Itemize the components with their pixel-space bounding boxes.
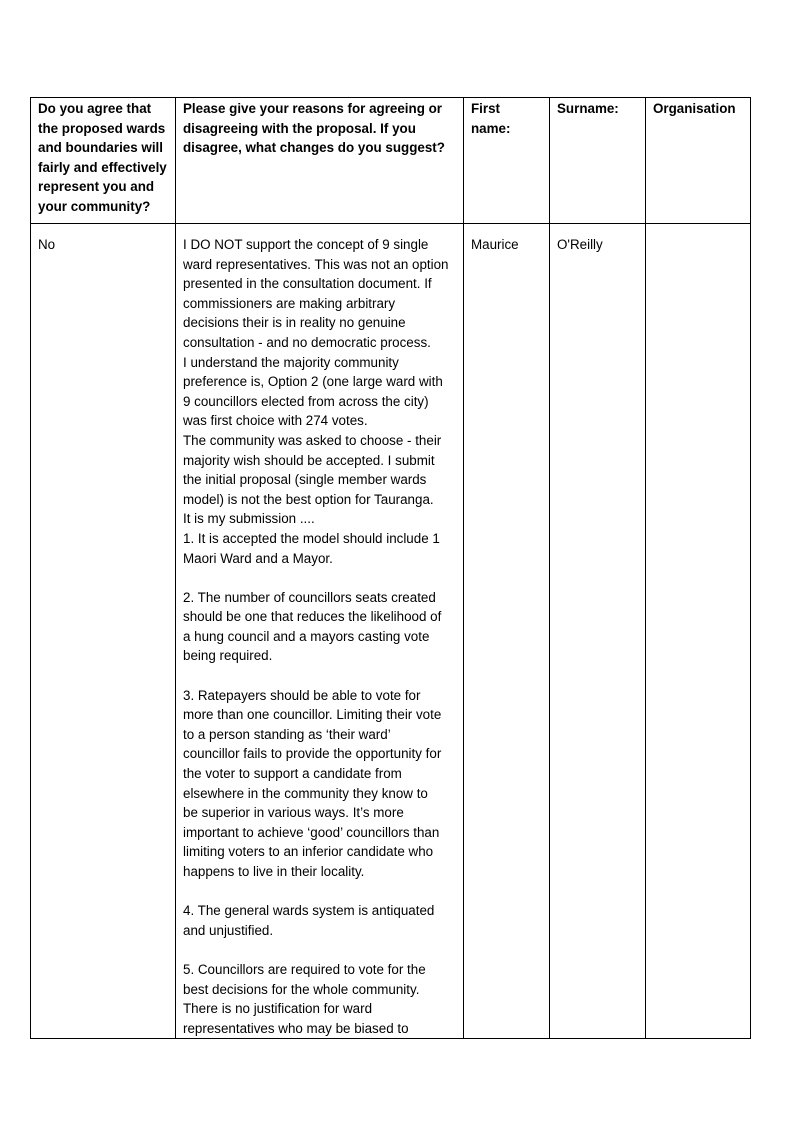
reason-line: majority wish should be accepted. I submit — [183, 452, 435, 468]
reason-line: preference is, Option 2 (one large ward with — [183, 374, 443, 390]
reason-line: 2. The number of councillors seats created — [183, 589, 436, 605]
header-surname: Surname: — [550, 98, 646, 224]
reason-line: Maori Ward and a Mayor. — [183, 550, 333, 566]
reason-line: and unjustified. — [183, 922, 274, 938]
reason-line: the voter to support a candidate from — [183, 766, 402, 782]
cell-organisation — [646, 224, 751, 1039]
cell-surname: O'Reilly — [550, 224, 646, 1039]
reason-line: being required. — [183, 648, 273, 664]
reason-paragraph — [183, 686, 456, 882]
header-organisation: Organisation — [646, 98, 751, 224]
reason-line: limiting voters to an inferior candidate who — [183, 844, 434, 860]
reason-line: 3. Ratepayers should be able to vote for — [183, 687, 421, 703]
reason-line: commissioners are making arbitrary — [183, 295, 396, 311]
reason-line: The community was asked to choose - their — [183, 432, 442, 448]
reason-line: 5. Councillors are required to vote for the — [183, 961, 426, 977]
cell-first-name: Maurice — [464, 224, 550, 1039]
table-header-row — [31, 98, 751, 224]
reason-line: decisions their is in reality no genuine — [183, 315, 406, 331]
reason-line: best decisions for the whole community. — [183, 981, 420, 997]
reason-paragraph — [183, 901, 456, 940]
reason-paragraph — [183, 235, 456, 568]
cell-agree: No — [31, 224, 176, 1039]
header-agree: Do you agree that the proposed wards and boundaries will fairly and effectively represent you and your community? — [31, 98, 176, 224]
reason-line: happens to live in their locality. — [183, 864, 365, 879]
reason-line: representatives who may be biased to — [183, 1020, 409, 1036]
reason-line: It is my submission .... — [183, 511, 315, 527]
cell-reasons — [176, 224, 464, 1039]
reason-line: should be one that reduces the likelihood of — [183, 609, 442, 625]
reason-line: councillor fails to provide the opportunity for — [183, 746, 442, 762]
reason-line: more than one councillor. Limiting their vote — [183, 707, 442, 723]
reason-line: ward representatives. This was not an option — [183, 256, 449, 272]
reason-line: was first choice with 274 votes. — [183, 413, 368, 429]
table-row — [31, 224, 751, 1039]
reason-line: I DO NOT support the concept of 9 single — [183, 237, 429, 252]
reason-line: the initial proposal (single member wards — [183, 472, 427, 488]
reason-line: 4. The general wards system is antiquated — [183, 903, 435, 919]
reason-line: consultation - and no democratic process. — [183, 334, 431, 350]
reason-line: There is no justification for ward — [183, 1001, 373, 1017]
reason-line: I understand the majority community — [183, 354, 399, 370]
header-first-name: First name: — [464, 98, 550, 224]
reason-line: 9 councillors elected from across the city) — [183, 393, 429, 409]
reason-paragraph — [183, 960, 456, 1038]
reason-line: elsewhere in the community they know to — [183, 785, 428, 801]
reason-line: presented in the consultation document. If — [183, 276, 432, 292]
reason-paragraph — [183, 588, 456, 666]
reason-line: model) is not the best option for Tauranga. — [183, 491, 434, 507]
submission-table — [30, 97, 751, 1039]
reason-line: 1. It is accepted the model should include 1 — [183, 530, 440, 546]
reason-line: be superior in various ways. It’s more — [183, 805, 404, 821]
reason-line: to a person standing as ‘their ward’ — [183, 726, 391, 742]
reason-line: important to achieve ‘good’ councillors than — [183, 824, 440, 840]
header-reasons: Please give your reasons for agreeing or disagreeing with the proposal. If you disagree, what changes do you suggest? — [176, 98, 464, 224]
reason-line: a hung council and a mayors casting vote — [183, 628, 430, 644]
